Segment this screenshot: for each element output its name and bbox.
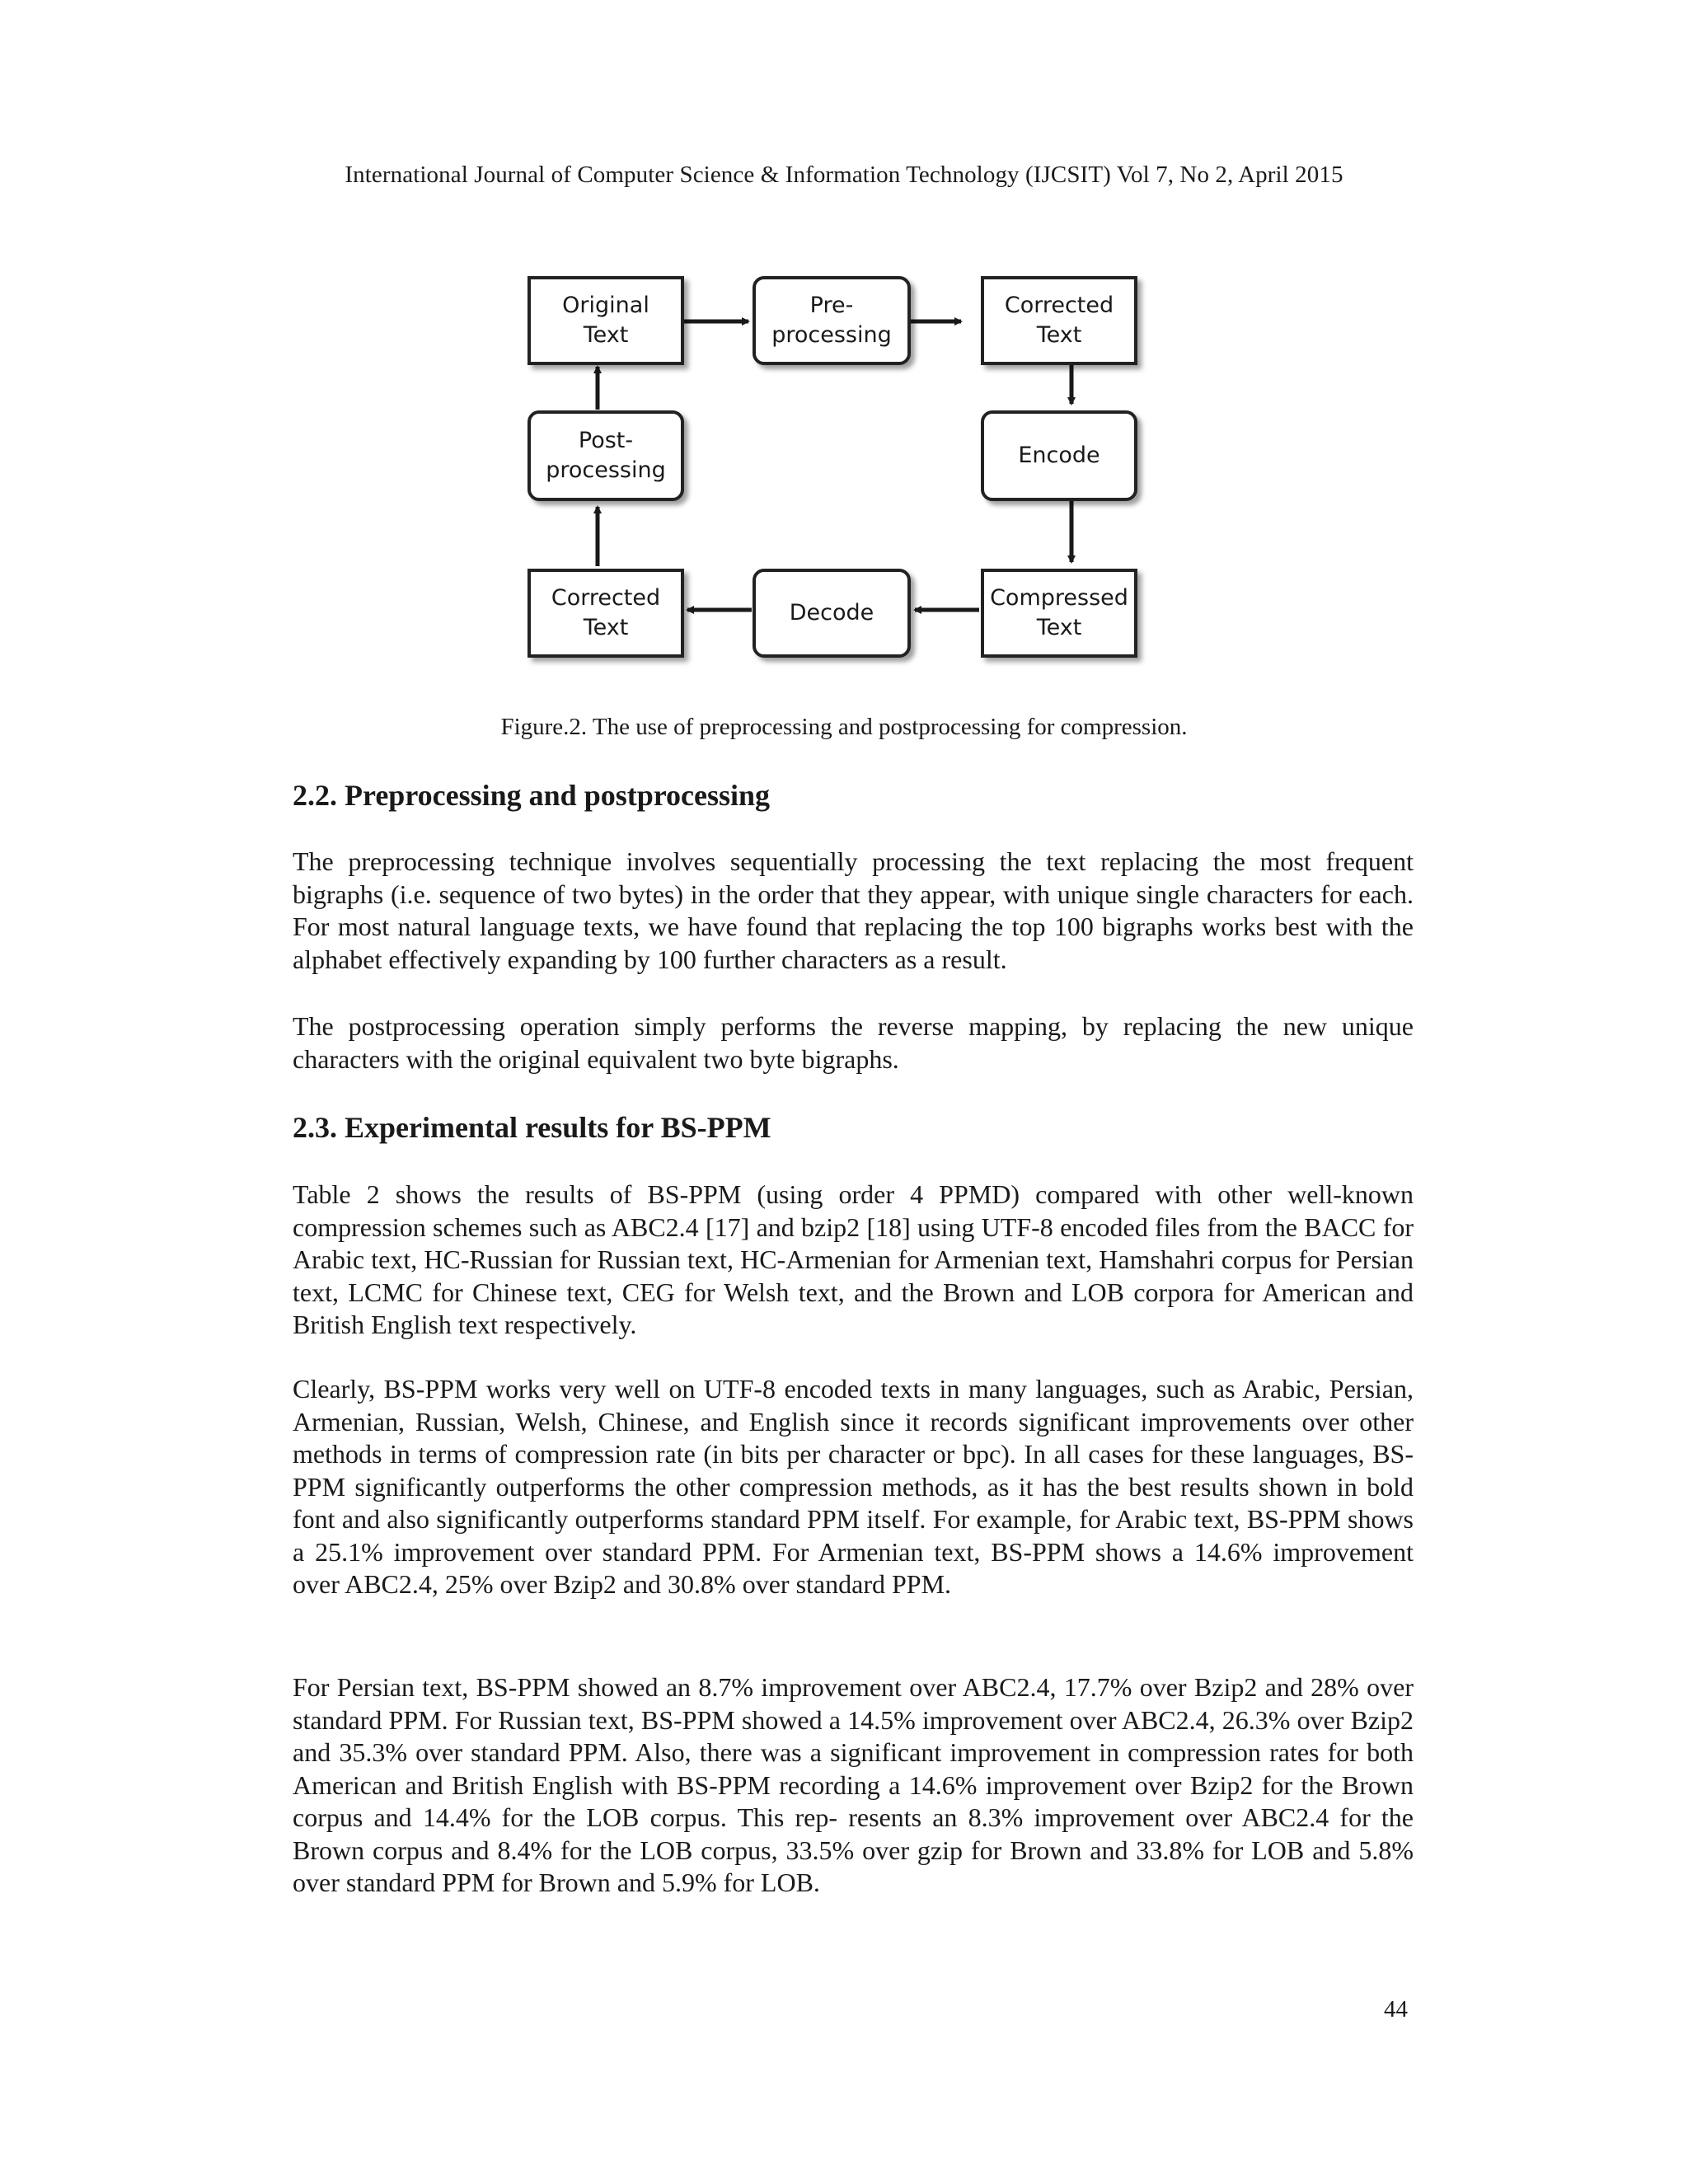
paragraph-postprocessing: The postprocessing operation simply performs the reverse mapping, by replacing the new unique characters with the original equivalent two byte bigraphs. [293,1011,1414,1074]
box-postprocessing: Post- processing [528,410,684,501]
box-decode: Decode [753,569,911,658]
journal-header: International Journal of Computer Science & Information Technology (IJCSIT) Vol 7, No 2, April 2015 [345,162,1343,188]
section-heading-2-2: 2.2. Preprocessing and postprocessing [293,779,771,812]
paragraph-preprocessing: The preprocessing technique involves sequentially processing the text replacing the most frequent bigraphs (i.e. sequence of two bytes) in the order that they appear, with unique single characters for each. For most natural language texts, we have found that replacing the top 100 bigraphs works best with the alphabet effectively expanding by 100 further characters as a result. [293,846,1414,974]
box-encode: Encode [981,410,1137,501]
section-heading-2-3: 2.3. Experimental results for BS-PPM [293,1111,771,1144]
box-corrected-text-bottom: Corrected Text [528,569,684,658]
flow-diagram [519,268,1146,663]
box-preprocessing: Pre- processing [753,276,911,365]
box-corrected-text-top: Corrected Text [981,276,1137,365]
paragraph-bs-ppm-results: Clearly, BS-PPM works very well on UTF-8 encoded texts in many languages, such as Arabic, Persian, Armenian, Russian, Welsh, Chinese, and English since it records significant improvements over other methods in terms of compression rate (in bits per character or bpc). In all cases for these languages, BS-PPM significantly outperforms the other compression methods, as it has the best results shown in bold font and also significantly outperforms standard PPM itself. For example, for Arabic text, BS-PPM shows a 25.1% improvement over standard PPM. For Armenian text, BS-PPM shows a 14.6% improvement over ABC2.4, 25% over Bzip2 and 30.8% over standard PPM. [293,1374,1414,1599]
paragraph-table2-intro: Table 2 shows the results of BS-PPM (using order 4 PPMD) compared with other well-known compression schemes such as ABC2.4 [17] and bzip2 [18] using UTF-8 encoded files from the BACC for Arabic text, HC-Russian for Russian text, HC-Armenian for Armenian text, Hamshahri corpus for Persian text, LCMC for Chinese text, CEG for Welsh text, and the Brown and LOB corpora for American and British English text respectively. [293,1179,1414,1339]
page-number: 44 [1384,1996,1408,2022]
figure-caption: Figure.2. The use of preprocessing and postprocessing for compression. [500,714,1188,740]
box-compressed-text: Compressed Text [981,569,1137,658]
paragraph-persian-russian-results: For Persian text, BS-PPM showed an 8.7% improvement over ABC2.4, 17.7% over Bzip2 and 28% over standard PPM. For Russian text, BS-PPM showed a 14.5% improvement over ABC2.4, 26.3% over Bzip2 and 35.3% over standard PPM. Also, there was a significant improvement in compression rates for both American and British English with BS-PPM recording a 14.6% improvement over Bzip2 for the Brown corpus and 14.4% for the LOB corpus. This rep- resents an 8.3% improvement over ABC2.4 for the Brown corpus and 8.4% for the LOB corpus, 33.5% over gzip for Brown and 33.8% for LOB and 5.8% over standard PPM for Brown and 5.9% for LOB. [293,1672,1414,1897]
box-original-text: Original Text [528,276,684,365]
